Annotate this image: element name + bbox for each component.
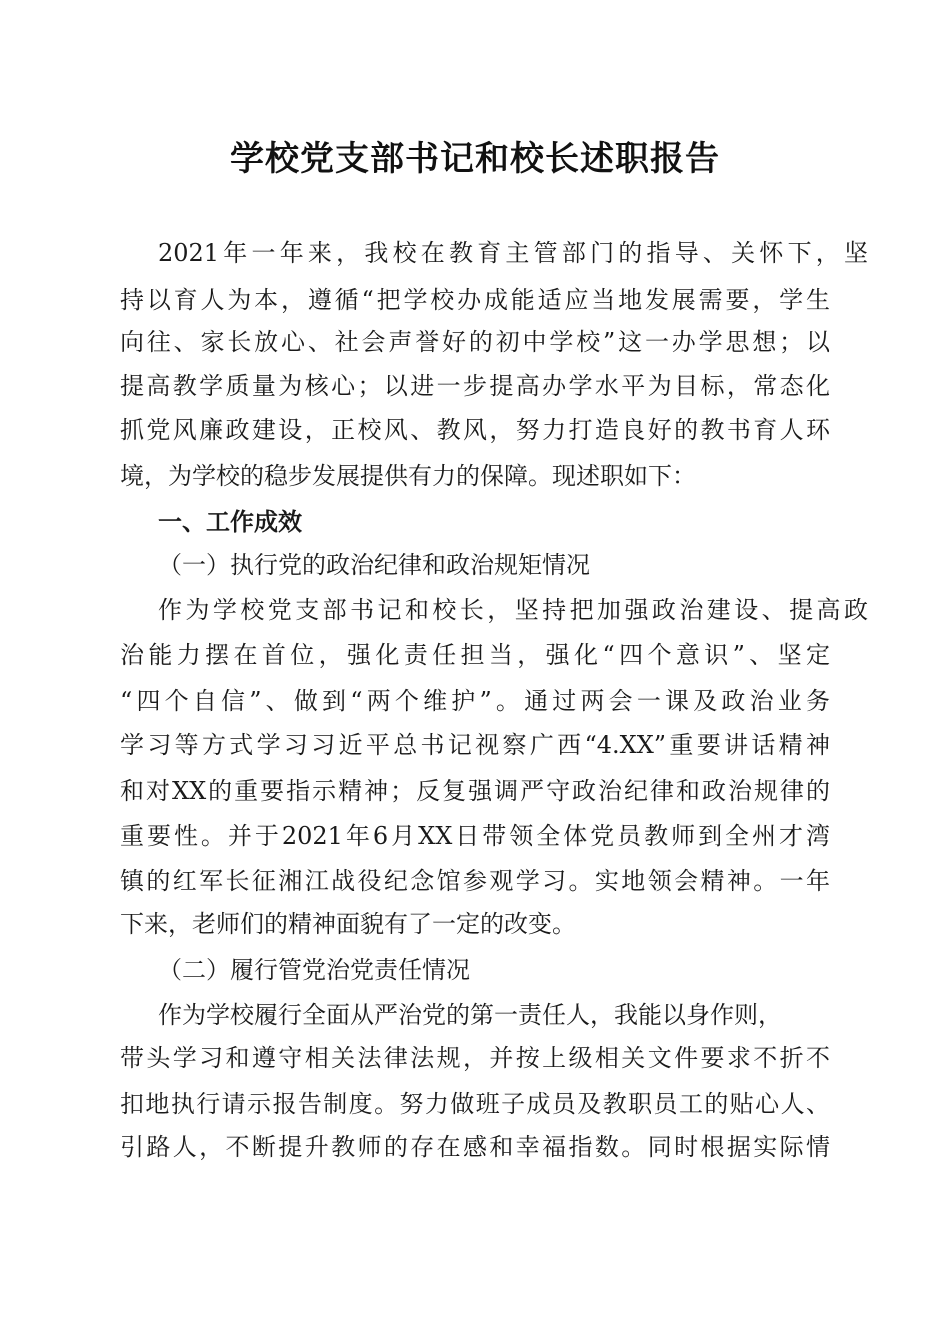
paragraph-line: 扣地执行请示报告制度。努力做班子成员及教职员工的贴心人、 [120, 1090, 830, 1118]
paragraph-line: 提高教学质量为核心；以进一步提高办学水平为目标，常态化 [120, 372, 830, 400]
paragraph-line: 作为学校党支部书记和校长，坚持把加强政治建设、提高政 [158, 596, 868, 624]
subsection-heading: （一）执行党的政治纪律和政治规矩情况 [158, 551, 590, 579]
section-heading: 一、工作成效 [158, 508, 302, 536]
paragraph-line: 重要性。并于2021年6月XX日带领全体党员教师到全州才湾 [120, 822, 830, 850]
paragraph-line: 2021年一年来，我校在教育主管部门的指导、关怀下，坚 [158, 239, 868, 267]
document-title: 学校党支部书记和校长述职报告 [230, 139, 720, 179]
paragraph-line: 带头学习和遵守相关法律法规，并按上级相关文件要求不折不 [120, 1044, 830, 1072]
paragraph-line: 作为学校履行全面从严治党的第一责任人，我能以身作则， [158, 1001, 782, 1029]
paragraph-line: “四个自信”、做到“两个维护”。通过两会一课及政治业务 [120, 687, 830, 715]
paragraph-line: 抓党风廉政建设，正校风、教风，努力打造良好的教书育人环 [120, 416, 830, 444]
paragraph-line: 学习等方式学习习近平总书记视察广西“4.XX”重要讲话精神 [120, 731, 830, 759]
paragraph-line: 境，为学校的稳步发展提供有力的保障。现述职如下： [120, 462, 696, 490]
paragraph-line: 镇的红军长征湘江战役纪念馆参观学习。实地领会精神。一年 [120, 867, 830, 895]
paragraph-line: 和对XX的重要指示精神；反复强调严守政治纪律和政治规律的 [120, 777, 830, 805]
paragraph-line: 引路人，不断提升教师的存在感和幸福指数。同时根据实际情 [120, 1133, 830, 1161]
paragraph-line: 治能力摆在首位，强化责任担当，强化“四个意识”、坚定 [120, 641, 830, 669]
paragraph-line: 持以育人为本，遵循“把学校办成能适应当地发展需要，学生 [120, 286, 830, 314]
paragraph-line: 向往、家长放心、社会声誉好的初中学校”这一办学思想；以 [120, 328, 830, 356]
subsection-heading: （二）履行管党治党责任情况 [158, 956, 470, 984]
paragraph-line: 下来，老师们的精神面貌有了一定的改变。 [120, 910, 576, 938]
